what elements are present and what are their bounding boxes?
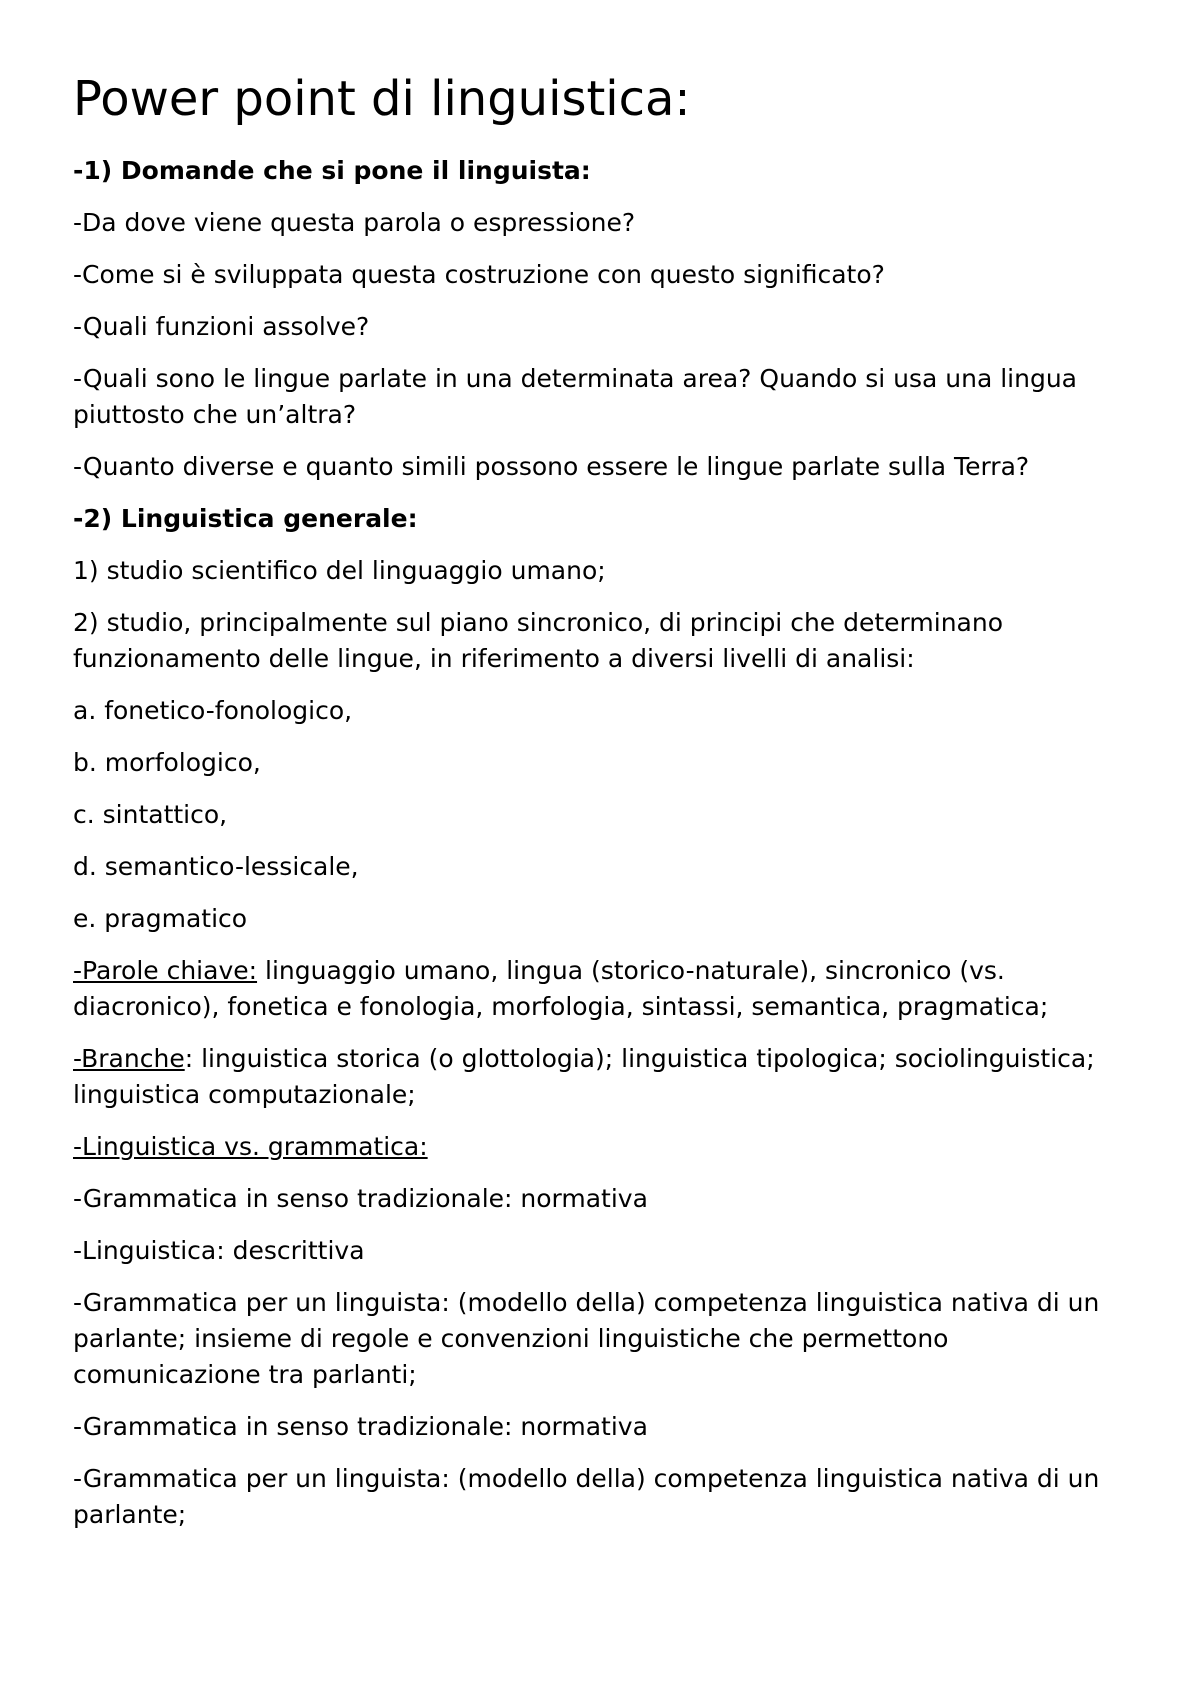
page-title: Power point di linguistica: (73, 71, 691, 127)
level-a: a. fonetico-fonologico, (73, 696, 353, 726)
level-e: e. pragmatico (73, 904, 248, 934)
question-3: -Quali funzioni assolve? (73, 312, 370, 342)
keywords-label: -Parole chiave: (73, 956, 258, 986)
section-2-heading: -2) Linguistica generale: (73, 504, 418, 534)
level-c: c. sintattico, (73, 800, 228, 830)
section-1-heading: -1) Domande che si pone il linguista: (73, 156, 591, 186)
question-5: -Quanto diverse e quanto simili possono essere le lingue parlate sulla Terra? (73, 452, 1030, 482)
grammar-line-2: -Linguistica: descrittiva (73, 1236, 365, 1266)
keywords-paragraph (73, 953, 1140, 1025)
definition-2: 2) studio, principalmente sul piano sincronico, di principi che determinano funzionamento delle lingue, in riferimento a diversi livelli di analisi: (73, 608, 1003, 674)
branches-paragraph (73, 1041, 1140, 1113)
linguistics-vs-grammar-heading: -Linguistica vs. grammatica: (73, 1132, 428, 1162)
grammar-line-4: -Grammatica in senso tradizionale: normativa (73, 1412, 648, 1442)
branches-text: : linguistica storica (o glottologia); linguistica tipologica; sociolinguistica; linguistica computazionale; (73, 1044, 1095, 1110)
grammar-line-5: -Grammatica per un linguista: (modello della) competenza linguistica nativa di un parlante; (73, 1464, 1100, 1530)
level-d: d. semantico-lessicale, (73, 852, 359, 882)
question-4: -Quali sono le lingue parlate in una determinata area? Quando si usa una lingua piuttosto che un’altra? (73, 364, 1077, 430)
question-1: -Da dove viene questa parola o espressione? (73, 208, 636, 238)
keywords-text: linguaggio umano, lingua (storico-naturale), sincronico (vs. diacronico), fonetica e fonologia, morfologia, sintassi, semantica, pragmatica; (73, 956, 1049, 1022)
question-2: -Come si è sviluppata questa costruzione con questo significato? (73, 260, 885, 290)
grammar-line-1: -Grammatica in senso tradizionale: normativa (73, 1184, 648, 1214)
branches-label: -Branche (73, 1044, 185, 1074)
level-b: b. morfologico, (73, 748, 261, 778)
definition-1: 1) studio scientifico del linguaggio umano; (73, 556, 606, 586)
grammar-line-3: -Grammatica per un linguista: (modello della) competenza linguistica nativa di un parlante; insieme di regole e convenzioni linguistiche che permettono comunicazione tra parlanti; (73, 1288, 1100, 1390)
